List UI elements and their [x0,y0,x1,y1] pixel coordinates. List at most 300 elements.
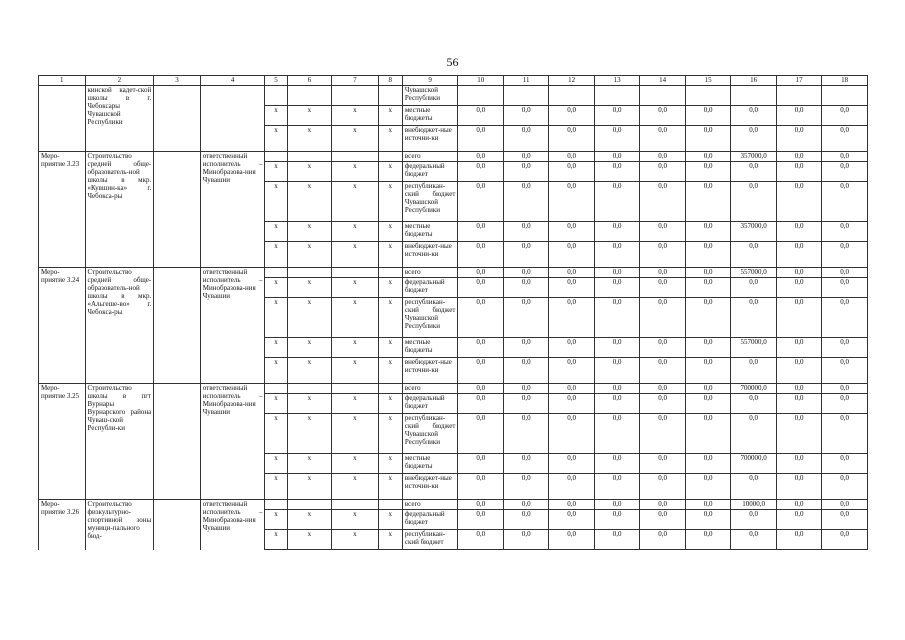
code-mark: х [378,394,402,414]
col3-cell [154,384,201,500]
funding-value: 0,0 [822,510,868,530]
funding-value: 0,0 [685,510,730,530]
code-mark: х [265,298,287,338]
funding-value: 0,0 [594,500,639,510]
budget-table [38,75,868,550]
page-number: 56 [446,55,459,69]
col3-cell [154,152,201,268]
funding-value: 0,0 [685,268,730,278]
code-mark: х [378,106,402,126]
funding-source: местные бюджеты [402,338,458,358]
funding-value: 0,0 [503,474,548,500]
funding-value: 0,0 [503,268,548,278]
table-row [39,268,868,278]
event-name: кинской кадет-ской школы в г. Чебоксары Чувашской Республики [85,86,154,152]
funding-value: 0,0 [458,242,503,268]
event-number: Меро-приятие 3.26 [39,500,86,550]
code-mark: х [378,510,402,530]
funding-value: 0,0 [458,358,503,384]
funding-source: федеральный бюджет [402,510,458,530]
code-mark: х [265,530,287,550]
code-mark: х [378,162,402,182]
code-mark: х [265,454,287,474]
funding-value: 0,0 [458,268,503,278]
funding-value: 0,0 [776,242,821,268]
funding-value: 0,0 [458,510,503,530]
funding-value: 0,0 [685,530,730,550]
funding-value: 0,0 [640,242,685,268]
funding-value: 0,0 [685,414,730,454]
funding-value: 0,0 [594,530,639,550]
code-mark: х [378,222,402,242]
funding-value: 0,0 [731,394,776,414]
code-mark: х [332,510,379,530]
funding-value: 0,0 [640,358,685,384]
funding-value: 0,0 [685,222,730,242]
header-cell: 12 [549,76,594,86]
funding-value: 0,0 [776,384,821,394]
funding-value: 0,0 [731,278,776,298]
funding-source: всего [402,152,458,162]
code-mark [265,500,287,510]
funding-value: 0,0 [731,358,776,384]
table-row [39,500,868,510]
code-mark: х [265,510,287,530]
funding-value: 0,0 [640,454,685,474]
funding-value: 557000,0 [731,338,776,358]
code-mark [265,384,287,394]
funding-value: 0,0 [549,474,594,500]
funding-value: 0,0 [685,298,730,338]
funding-value: 0,0 [458,106,503,126]
funding-value: 357000,0 [731,152,776,162]
funding-value: 0,0 [549,500,594,510]
funding-value: 0,0 [731,530,776,550]
funding-value: 0,0 [458,278,503,298]
funding-value: 0,0 [731,126,776,152]
funding-value: 0,0 [776,394,821,414]
code-mark [287,86,331,106]
code-mark: х [287,338,331,358]
funding-value: 0,0 [776,278,821,298]
funding-value: 0,0 [776,530,821,550]
code-mark: х [378,358,402,384]
funding-value: 0,0 [594,106,639,126]
code-mark: х [332,358,379,384]
funding-source: федеральный бюджет [402,162,458,182]
header-cell: 5 [265,76,287,86]
code-mark: х [265,162,287,182]
header-cell: 8 [378,76,402,86]
header-cell: 13 [594,76,639,86]
header-cell: 9 [402,76,458,86]
code-mark: х [265,358,287,384]
code-mark: х [378,454,402,474]
funding-value: 0,0 [503,126,548,152]
funding-value: 0,0 [640,106,685,126]
funding-value: 0,0 [594,394,639,414]
funding-source: Чувашской Республики [402,86,458,106]
funding-value [685,86,730,106]
code-mark: х [378,242,402,268]
code-mark [332,86,379,106]
funding-source: республикан-ский бюджет [402,530,458,550]
header-cell: 4 [200,76,265,86]
code-mark: х [332,242,379,268]
funding-value: 0,0 [549,358,594,384]
funding-value [503,86,548,106]
code-mark: х [332,278,379,298]
funding-value: 0,0 [594,298,639,338]
code-mark: х [265,222,287,242]
code-mark [378,152,402,162]
funding-value: 0,0 [640,474,685,500]
funding-value: 0,0 [685,384,730,394]
funding-value: 0,0 [731,162,776,182]
funding-value: 0,0 [640,500,685,510]
code-mark: х [287,298,331,338]
event-number: Меро-приятие 3.23 [39,152,86,268]
funding-value [594,86,639,106]
funding-value: 0,0 [503,394,548,414]
code-mark: х [332,454,379,474]
funding-value: 700000,0 [731,454,776,474]
funding-value: 0,0 [458,222,503,242]
table-row [39,86,868,106]
header-cell: 17 [776,76,821,86]
funding-value: 0,0 [822,152,868,162]
event-name: Строительство физкультурно-спортивной зоны муници-пального бюд- [85,500,154,550]
responsible-executor [200,86,265,152]
funding-value: 0,0 [594,182,639,222]
funding-value: 0,0 [822,126,868,152]
funding-value: 0,0 [594,474,639,500]
code-mark [265,86,287,106]
funding-value: 0,0 [458,126,503,152]
header-cell: 7 [332,76,379,86]
header-cell: 11 [503,76,548,86]
funding-value: 0,0 [776,268,821,278]
funding-value: 0,0 [822,474,868,500]
code-mark: х [332,222,379,242]
code-mark: х [287,278,331,298]
funding-value: 0,0 [458,298,503,338]
funding-value: 0,0 [685,500,730,510]
funding-value: 0,0 [640,222,685,242]
funding-value: 0,0 [458,500,503,510]
header-cell: 1 [39,76,86,86]
funding-value: 0,0 [594,126,639,152]
code-mark [332,500,379,510]
funding-value: 0,0 [731,298,776,338]
header-row [39,76,868,86]
funding-value: 0,0 [549,510,594,530]
funding-value: 0,0 [458,414,503,454]
funding-value [822,86,868,106]
funding-source: республикан-ский бюджет Чувашской Республики [402,298,458,338]
code-mark [378,384,402,394]
funding-value: 0,0 [503,106,548,126]
table-row [39,384,868,394]
funding-value: 0,0 [549,298,594,338]
event-number: Меро-приятие 3.25 [39,384,86,500]
funding-value: 0,0 [549,530,594,550]
funding-value: 0,0 [685,454,730,474]
code-mark: х [265,474,287,500]
funding-value: 0,0 [822,414,868,454]
code-mark [265,152,287,162]
code-mark [265,268,287,278]
funding-value: 0,0 [822,182,868,222]
funding-value: 0,0 [640,152,685,162]
funding-value: 0,0 [503,162,548,182]
funding-value: 0,0 [503,414,548,454]
code-mark [378,268,402,278]
funding-value: 0,0 [640,384,685,394]
code-mark: х [287,182,331,222]
funding-value: 0,0 [503,182,548,222]
code-mark: х [287,242,331,268]
funding-value: 0,0 [685,152,730,162]
funding-value: 0,0 [776,298,821,338]
funding-value: 0,0 [822,222,868,242]
header-cell: 2 [85,76,154,86]
event-name: Строительство школы в пгт Вурнары Вурнарского района Чуваш-ской Республи-ки [85,384,154,500]
funding-value: 0,0 [685,162,730,182]
funding-value: 0,0 [503,530,548,550]
funding-value: 357000,0 [731,222,776,242]
funding-value: 0,0 [549,394,594,414]
code-mark: х [332,530,379,550]
funding-value: 0,0 [776,500,821,510]
funding-value: 0,0 [458,338,503,358]
code-mark [378,500,402,510]
code-mark: х [287,222,331,242]
code-mark: х [332,126,379,152]
code-mark: х [287,358,331,384]
responsible-executor: ответственный исполнитель – Минобразова-ния Чувашии [200,384,265,500]
funding-value: 0,0 [822,268,868,278]
code-mark: х [332,106,379,126]
code-mark [332,384,379,394]
funding-source: федеральный бюджет [402,394,458,414]
funding-value: 0,0 [640,298,685,338]
funding-source: местные бюджеты [402,222,458,242]
funding-value: 0,0 [685,182,730,222]
responsible-executor: ответственный исполнитель – Минобразова-ния Чувашии [200,500,265,550]
code-mark: х [265,182,287,222]
funding-value: 0,0 [640,338,685,358]
code-mark: х [287,162,331,182]
funding-value: 0,0 [731,182,776,222]
code-mark [378,86,402,106]
funding-value: 0,0 [731,474,776,500]
funding-source: всего [402,500,458,510]
funding-value: 0,0 [776,162,821,182]
funding-value: 0,0 [640,278,685,298]
funding-value: 0,0 [503,222,548,242]
funding-source: внебюджет-ные источни-ки [402,474,458,500]
funding-value: 0,0 [776,106,821,126]
code-mark: х [332,394,379,414]
funding-value [458,86,503,106]
code-mark: х [287,454,331,474]
funding-source: всего [402,384,458,394]
funding-value: 0,0 [594,152,639,162]
funding-source: республикан-ский бюджет Чувашской Республики [402,414,458,454]
header-cell: 16 [731,76,776,86]
funding-value: 0,0 [549,106,594,126]
funding-value: 0,0 [776,152,821,162]
funding-value: 0,0 [640,394,685,414]
funding-value: 0,0 [594,510,639,530]
funding-value: 0,0 [503,358,548,384]
code-mark: х [287,530,331,550]
funding-value: 0,0 [731,242,776,268]
funding-value: 0,0 [503,242,548,268]
funding-value: 0,0 [594,278,639,298]
code-mark: х [287,474,331,500]
code-mark [287,500,331,510]
funding-value: 0,0 [822,454,868,474]
funding-source: федеральный бюджет [402,278,458,298]
funding-value: 0,0 [822,394,868,414]
event-name: Строительство средней обще-образователь-ной школы в мкр. «Альгеше-во» г. Чебокса-ры [85,268,154,384]
funding-value: 0,0 [594,384,639,394]
funding-source: республикан-ский бюджет Чувашской Республики [402,182,458,222]
funding-value: 0,0 [594,242,639,268]
code-mark: х [378,474,402,500]
funding-value: 0,0 [594,162,639,182]
code-mark: х [332,162,379,182]
funding-value: 0,0 [458,394,503,414]
funding-value: 0,0 [685,106,730,126]
funding-value: 0,0 [594,222,639,242]
funding-value: 0,0 [594,358,639,384]
funding-value: 0,0 [503,510,548,530]
funding-value: 0,0 [458,454,503,474]
code-mark: х [332,182,379,222]
funding-value: 0,0 [458,162,503,182]
col3-cell [154,86,201,152]
funding-value: 0,0 [458,474,503,500]
funding-value: 557000,0 [731,268,776,278]
funding-value: 0,0 [549,278,594,298]
code-mark: х [287,106,331,126]
funding-value: 0,0 [822,500,868,510]
funding-value: 0,0 [685,338,730,358]
funding-source: местные бюджеты [402,454,458,474]
funding-value: 0,0 [776,474,821,500]
header-cell: 15 [685,76,730,86]
funding-value: 0,0 [685,278,730,298]
funding-value: 0,0 [549,152,594,162]
funding-source: внебюджет-ные источни-ки [402,242,458,268]
funding-value: 0,0 [822,106,868,126]
funding-value: 10000,0 [731,500,776,510]
funding-value: 0,0 [776,222,821,242]
funding-value: 0,0 [822,298,868,338]
funding-value: 0,0 [685,126,730,152]
funding-value [640,86,685,106]
funding-value: 0,0 [549,242,594,268]
code-mark: х [378,126,402,152]
code-mark: х [378,530,402,550]
code-mark [332,268,379,278]
code-mark: х [265,242,287,268]
funding-source: всего [402,268,458,278]
funding-value: 0,0 [458,384,503,394]
funding-value: 0,0 [822,358,868,384]
code-mark: х [265,126,287,152]
code-mark: х [287,414,331,454]
funding-value: 0,0 [503,454,548,474]
funding-value: 0,0 [731,106,776,126]
funding-value: 0,0 [503,278,548,298]
funding-value: 0,0 [594,414,639,454]
code-mark [287,384,331,394]
funding-source: внебюджет-ные источни-ки [402,126,458,152]
code-mark: х [265,394,287,414]
funding-value: 0,0 [776,358,821,384]
funding-value: 0,0 [822,338,868,358]
funding-value: 0,0 [594,268,639,278]
header-cell: 14 [640,76,685,86]
funding-value: 0,0 [640,162,685,182]
funding-value: 0,0 [685,474,730,500]
funding-value: 0,0 [594,338,639,358]
funding-value: 0,0 [549,268,594,278]
funding-value: 0,0 [731,510,776,530]
funding-value: 0,0 [458,182,503,222]
funding-value: 0,0 [549,338,594,358]
funding-value: 0,0 [640,414,685,454]
funding-value: 0,0 [685,242,730,268]
funding-value: 0,0 [503,152,548,162]
code-mark: х [265,414,287,454]
funding-value: 0,0 [685,358,730,384]
funding-value: 0,0 [640,182,685,222]
responsible-executor: ответственный исполнитель – Минобразова-ния Чувашии [200,268,265,384]
funding-value: 0,0 [549,454,594,474]
code-mark: х [378,182,402,222]
code-mark: х [378,414,402,454]
funding-value: 0,0 [503,338,548,358]
code-mark: х [332,298,379,338]
funding-value: 0,0 [822,384,868,394]
funding-value [549,86,594,106]
funding-value: 0,0 [503,384,548,394]
code-mark: х [265,338,287,358]
funding-value: 0,0 [549,384,594,394]
funding-value: 0,0 [776,454,821,474]
funding-value: 700000,0 [731,384,776,394]
funding-value [731,86,776,106]
funding-value: 0,0 [503,298,548,338]
funding-value: 0,0 [822,162,868,182]
event-name: Строительство средней обще-образователь-ной школы в мкр. «Кувшин-ка» г. Чебокса-ры [85,152,154,268]
code-mark: х [265,278,287,298]
table-row [39,152,868,162]
col3-cell [154,500,201,550]
funding-source: внебюджет-ные источни-ки [402,358,458,384]
funding-value: 0,0 [822,278,868,298]
code-mark: х [332,474,379,500]
funding-value: 0,0 [731,414,776,454]
funding-value: 0,0 [640,530,685,550]
funding-value: 0,0 [776,126,821,152]
code-mark: х [287,394,331,414]
